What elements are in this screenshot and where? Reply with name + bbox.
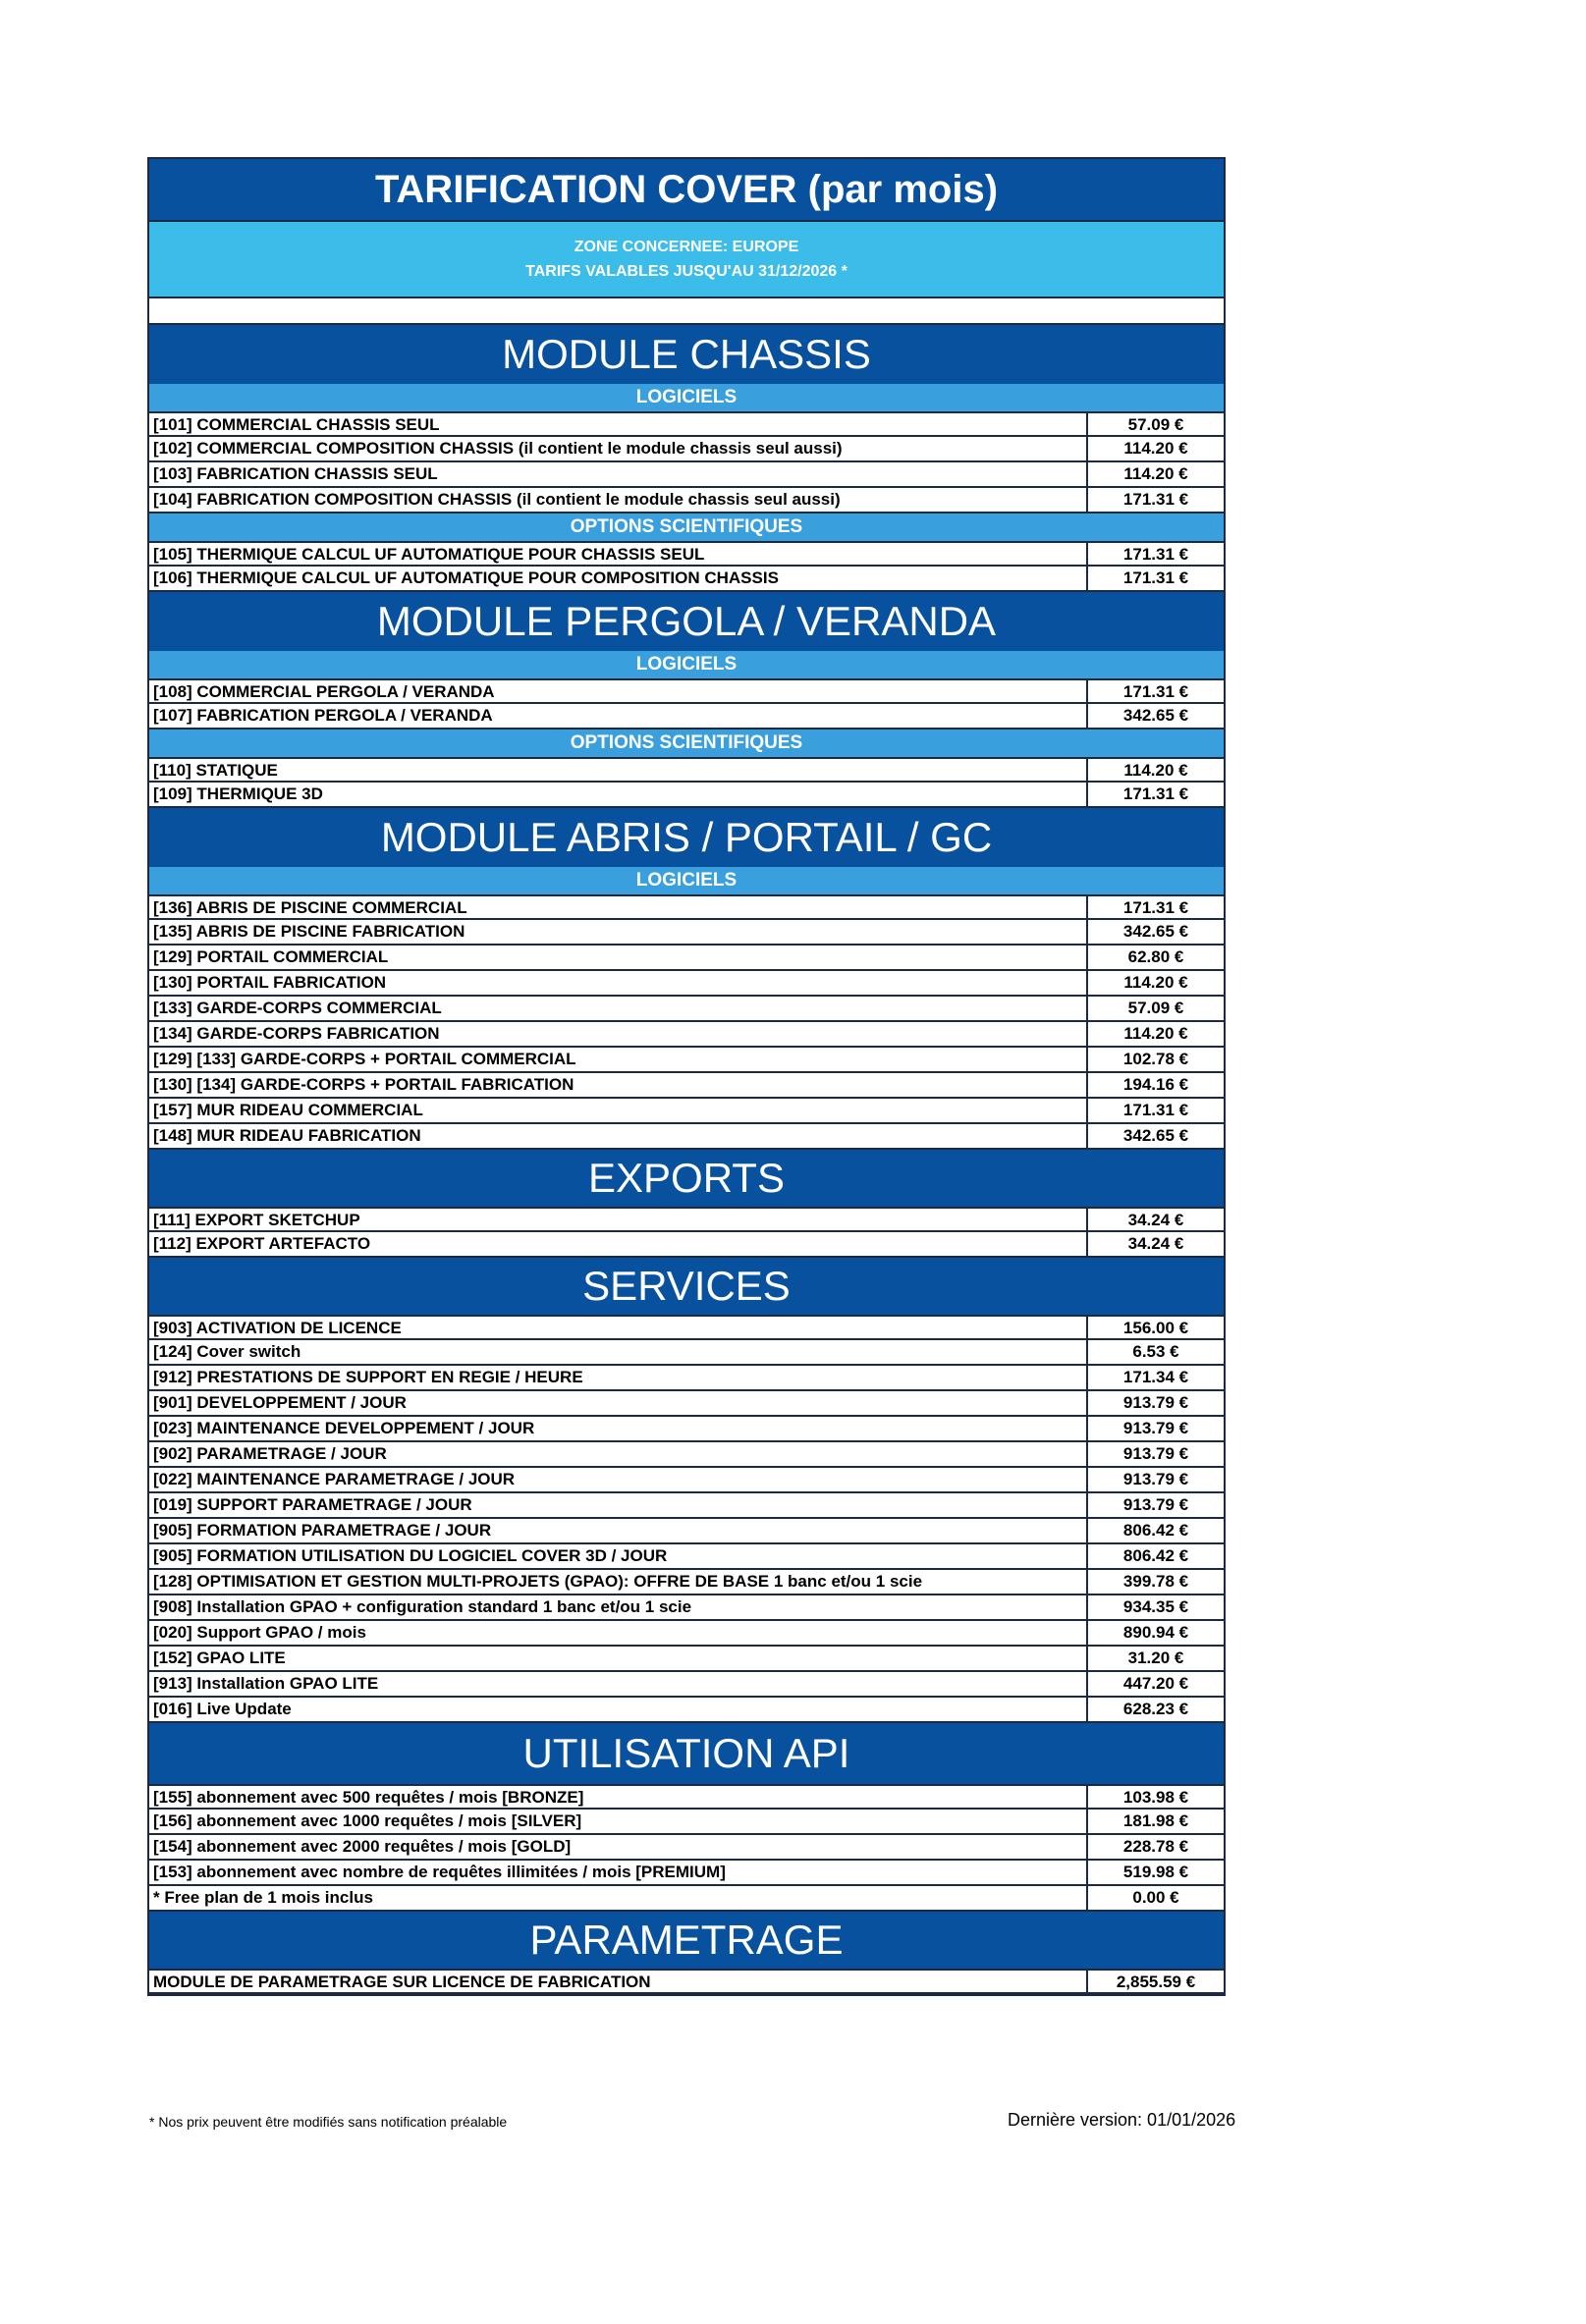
item-price: 399.78 € — [1086, 1570, 1224, 1594]
item-price: 156.00 € — [1086, 1317, 1224, 1338]
item-label: [019] SUPPORT PARAMETRAGE / JOUR — [153, 1495, 472, 1514]
price-row — [149, 1022, 1224, 1048]
item-price: 0.00 € — [1086, 1886, 1224, 1910]
price-row — [149, 1232, 1224, 1258]
item-price: 890.94 € — [1086, 1621, 1224, 1645]
price-row — [149, 1621, 1224, 1647]
item-label: [129] PORTAIL COMMERCIAL — [153, 947, 389, 966]
item-price: 228.78 € — [1086, 1835, 1224, 1859]
price-row — [149, 1886, 1224, 1912]
item-label: [124] Cover switch — [153, 1342, 301, 1361]
item-price: 57.09 € — [1086, 413, 1224, 435]
item-label: [908] Installation GPAO + configuration standard 1 banc et/ou 1 scie — [153, 1597, 692, 1616]
item-label: [136] ABRIS DE PISCINE COMMERCIAL — [153, 898, 467, 917]
price-row — [149, 1544, 1224, 1570]
price-row — [149, 678, 1224, 704]
item-label: [152] GPAO LITE — [153, 1648, 286, 1667]
item-label: [102] COMMERCIAL COMPOSITION CHASSIS (il contient le module chassis seul aussi) — [153, 439, 843, 458]
item-label: [905] FORMATION PARAMETRAGE / JOUR — [153, 1521, 492, 1540]
price-row — [149, 1698, 1224, 1723]
group-header: OPTIONS SCIENTIFIQUES — [149, 730, 1224, 757]
price-row — [149, 1207, 1224, 1232]
item-label: [105] THERMIQUE CALCUL UF AUTOMATIQUE POUR CHASSIS SEUL — [153, 545, 705, 564]
item-price: 913.79 € — [1086, 1442, 1224, 1466]
price-row — [149, 1969, 1224, 1994]
item-label: [134] GARDE-CORPS FABRICATION — [153, 1024, 440, 1043]
item-label: [901] DEVELOPPEMENT / JOUR — [153, 1393, 407, 1412]
price-row — [149, 971, 1224, 997]
group-header: OPTIONS SCIENTIFIQUES — [149, 513, 1224, 541]
item-price: 194.16 € — [1086, 1073, 1224, 1097]
item-price: 934.35 € — [1086, 1595, 1224, 1619]
item-label: MODULE DE PARAMETRAGE SUR LICENCE DE FABRICATION — [153, 1973, 651, 1991]
zone-line: ZONE CONCERNEE: EUROPE — [574, 239, 799, 255]
price-row — [149, 1861, 1224, 1886]
item-label: [022] MAINTENANCE PARAMETRAGE / JOUR — [153, 1470, 516, 1488]
item-price: 447.20 € — [1086, 1672, 1224, 1696]
item-price: 102.78 € — [1086, 1048, 1224, 1071]
price-row — [149, 1366, 1224, 1391]
price-row — [149, 1493, 1224, 1519]
footer-note: * Nos prix peuvent être modifiés sans notification préalable — [149, 2114, 508, 2130]
section-title: UTILISATION API — [149, 1723, 1224, 1784]
price-row — [149, 1340, 1224, 1366]
item-price: 171.34 € — [1086, 1366, 1224, 1389]
price-row — [149, 1391, 1224, 1417]
item-price: 103.98 € — [1086, 1786, 1224, 1808]
item-label: [155] abonnement avec 500 requêtes / mois [BRONZE] — [153, 1788, 584, 1807]
price-row — [149, 1672, 1224, 1698]
section-title: MODULE CHASSIS — [149, 325, 1224, 384]
price-row — [149, 1073, 1224, 1099]
item-label: [110] STATIQUE — [153, 761, 278, 780]
spacer-row — [149, 297, 1224, 325]
item-label: [157] MUR RIDEAU COMMERCIAL — [153, 1101, 423, 1119]
item-label: [111] EXPORT SKETCHUP — [153, 1211, 360, 1229]
item-price: 114.20 € — [1086, 1022, 1224, 1046]
item-price: 62.80 € — [1086, 946, 1224, 969]
section-title: EXPORTS — [149, 1150, 1224, 1207]
sections-container — [149, 325, 1224, 1994]
price-row — [149, 1784, 1224, 1810]
item-label: [135] ABRIS DE PISCINE FABRICATION — [153, 922, 465, 941]
price-row — [149, 1315, 1224, 1340]
item-price: 342.65 € — [1086, 704, 1224, 728]
price-row — [149, 437, 1224, 462]
price-row — [149, 488, 1224, 513]
item-price: 34.24 € — [1086, 1209, 1224, 1230]
price-row — [149, 1835, 1224, 1861]
item-label: [133] GARDE-CORPS COMMERCIAL — [153, 999, 442, 1017]
price-row — [149, 783, 1224, 808]
item-price: 806.42 € — [1086, 1544, 1224, 1568]
item-price: 114.20 € — [1086, 971, 1224, 995]
item-label: [153] abonnement avec nombre de requêtes illimitées / mois [PREMIUM] — [153, 1863, 726, 1881]
price-row — [149, 411, 1224, 437]
item-price: 519.98 € — [1086, 1861, 1224, 1884]
price-row — [149, 1595, 1224, 1621]
item-label: [905] FORMATION UTILISATION DU LOGICIEL COVER 3D / JOUR — [153, 1546, 668, 1565]
item-price: 2,855.59 € — [1086, 1971, 1224, 1992]
item-price: 171.31 € — [1086, 1099, 1224, 1122]
section-title: MODULE ABRIS / PORTAIL / GC — [149, 808, 1224, 867]
item-price: 628.23 € — [1086, 1698, 1224, 1721]
item-price: 114.20 € — [1086, 437, 1224, 460]
item-label: [112] EXPORT ARTEFACTO — [153, 1234, 371, 1253]
item-label: [106] THERMIQUE CALCUL UF AUTOMATIQUE POUR COMPOSITION CHASSIS — [153, 568, 779, 587]
price-row — [149, 1442, 1224, 1468]
item-price: 806.42 € — [1086, 1519, 1224, 1542]
validity-line: TARIFS VALABLES JUSQU'AU 31/12/2026 * — [525, 263, 848, 280]
item-label: [020] Support GPAO / mois — [153, 1623, 366, 1642]
item-label: [128] OPTIMISATION ET GESTION MULTI-PROJETS (GPAO): OFFRE DE BASE 1 banc et/ou 1 scie — [153, 1572, 923, 1591]
group-header: LOGICIELS — [149, 867, 1224, 894]
group-header: LOGICIELS — [149, 384, 1224, 411]
item-price: 171.31 € — [1086, 567, 1224, 590]
pricing-sheet — [147, 157, 1226, 1996]
item-price: 31.20 € — [1086, 1647, 1224, 1670]
item-price: 913.79 € — [1086, 1417, 1224, 1440]
item-label: [109] THERMIQUE 3D — [153, 784, 323, 803]
footer-version: Dernière version: 01/01/2026 — [1008, 2110, 1236, 2130]
item-label: [129] [133] GARDE-CORPS + PORTAIL COMMERCIAL — [153, 1050, 576, 1068]
item-price: 913.79 € — [1086, 1468, 1224, 1491]
section-title: SERVICES — [149, 1258, 1224, 1315]
item-price: 114.20 € — [1086, 462, 1224, 486]
price-row — [149, 1124, 1224, 1150]
item-label: [903] ACTIVATION DE LICENCE — [153, 1319, 402, 1337]
item-price: 171.31 € — [1086, 680, 1224, 702]
item-label: [154] abonnement avec 2000 requêtes / mois [GOLD] — [153, 1837, 572, 1856]
price-row — [149, 1647, 1224, 1672]
item-price: 171.31 € — [1086, 783, 1224, 806]
item-label: [148] MUR RIDEAU FABRICATION — [153, 1126, 421, 1145]
page-title: TARIFICATION COVER (par mois) — [149, 159, 1224, 220]
item-label: [108] COMMERCIAL PERGOLA / VERANDA — [153, 682, 495, 701]
price-row — [149, 946, 1224, 971]
item-price: 171.31 € — [1086, 543, 1224, 565]
price-row — [149, 567, 1224, 592]
item-label: [101] COMMERCIAL CHASSIS SEUL — [153, 415, 440, 434]
price-row — [149, 1048, 1224, 1073]
item-price: 57.09 € — [1086, 997, 1224, 1020]
item-label: [104] FABRICATION COMPOSITION CHASSIS (il contient le module chassis seul aussi) — [153, 490, 841, 509]
price-row — [149, 920, 1224, 946]
item-price: 171.31 € — [1086, 896, 1224, 918]
item-label: [130] [134] GARDE-CORPS + PORTAIL FABRICATION — [153, 1075, 574, 1094]
item-label: [103] FABRICATION CHASSIS SEUL — [153, 464, 438, 483]
item-price: 34.24 € — [1086, 1232, 1224, 1256]
item-label: [156] abonnement avec 1000 requêtes / mois [SILVER] — [153, 1811, 582, 1830]
price-row — [149, 997, 1224, 1022]
price-row — [149, 1570, 1224, 1595]
item-price: 114.20 € — [1086, 759, 1224, 781]
price-row — [149, 894, 1224, 920]
price-row — [149, 1468, 1224, 1493]
price-row — [149, 541, 1224, 567]
price-row — [149, 1099, 1224, 1124]
item-price: 6.53 € — [1086, 1340, 1224, 1364]
item-label: [016] Live Update — [153, 1700, 292, 1718]
group-header: LOGICIELS — [149, 651, 1224, 678]
item-label: [023] MAINTENANCE DEVELOPPEMENT / JOUR — [153, 1419, 535, 1437]
item-price: 342.65 € — [1086, 920, 1224, 944]
price-row — [149, 1810, 1224, 1835]
item-label: [912] PRESTATIONS DE SUPPORT EN REGIE / HEURE — [153, 1368, 583, 1386]
price-row — [149, 704, 1224, 730]
item-label: [107] FABRICATION PERGOLA / VERANDA — [153, 706, 493, 725]
item-label: [913] Installation GPAO LITE — [153, 1674, 379, 1693]
price-row — [149, 1519, 1224, 1544]
item-price: 171.31 € — [1086, 488, 1224, 512]
item-price: 913.79 € — [1086, 1493, 1224, 1517]
item-price: 913.79 € — [1086, 1391, 1224, 1415]
price-row — [149, 757, 1224, 783]
section-title: PARAMETRAGE — [149, 1912, 1224, 1969]
item-label: [130] PORTAIL FABRICATION — [153, 973, 387, 992]
item-price: 342.65 € — [1086, 1124, 1224, 1148]
item-price: 181.98 € — [1086, 1810, 1224, 1833]
zone-info — [149, 220, 1224, 297]
price-row — [149, 1417, 1224, 1442]
item-label: * Free plan de 1 mois inclus — [153, 1888, 373, 1907]
price-row — [149, 462, 1224, 488]
section-title: MODULE PERGOLA / VERANDA — [149, 592, 1224, 651]
item-label: [902] PARAMETRAGE / JOUR — [153, 1444, 387, 1463]
